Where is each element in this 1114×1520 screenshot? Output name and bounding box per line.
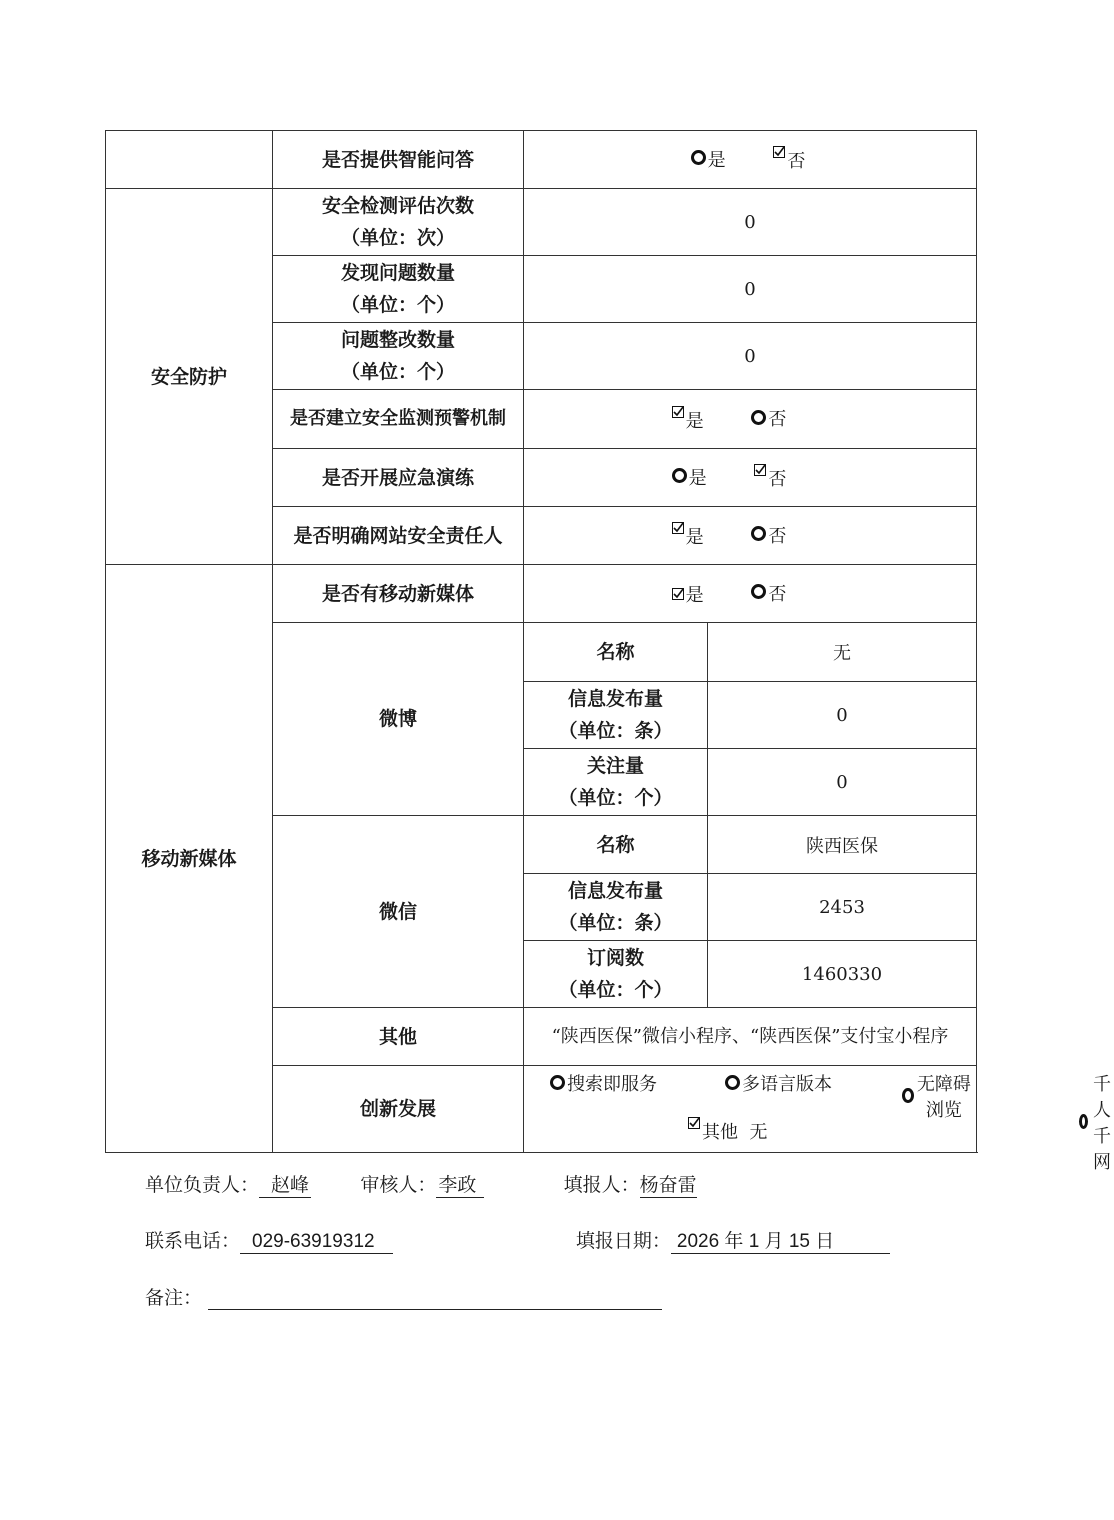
responsible-person-yes[interactable]: 是 [672, 523, 704, 549]
wechat-subs-value: 1460330 [708, 941, 977, 1008]
innovation-option-search[interactable]: 搜索即服务 [550, 1070, 657, 1096]
innovation-option-personalized[interactable]: 千人千网 [1079, 1070, 1114, 1174]
responsible-person-label: 是否明确网站安全责任人 [273, 507, 524, 565]
emergency-drill-yes[interactable]: 是 [672, 464, 707, 490]
wechat-name-label: 名称 [524, 816, 708, 874]
radio-icon [691, 150, 706, 165]
empty-cell [106, 131, 273, 189]
emergency-drill-label: 是否开展应急演练 [273, 449, 524, 507]
checkbox-checked-icon [672, 522, 684, 534]
responsible-person-no[interactable]: 否 [751, 522, 786, 548]
radio-icon [751, 584, 766, 599]
problems-found-label: 发现问题数量 （单位：个） [273, 256, 524, 323]
warning-mechanism-label: 是否建立安全监测预警机制 [273, 390, 524, 449]
security-check-count-value: 0 [524, 189, 977, 256]
weibo-label: 微博 [273, 623, 524, 816]
has-mobile-options [524, 565, 977, 623]
filler-value: 杨奋雷 [640, 1170, 697, 1198]
reviewer-value: 李政 [436, 1170, 484, 1198]
mobile-section-label: 移动新媒体 [106, 565, 273, 1153]
responsible-person-options [524, 507, 977, 565]
checkbox-checked-icon [672, 588, 684, 600]
wechat-posts-label: 信息发布量 （单位：条） [524, 874, 708, 941]
weibo-posts-label: 信息发布量 （单位：条） [524, 682, 708, 749]
innovation-options [524, 1066, 1111, 1173]
smart-qa-label: 是否提供智能问答 [273, 131, 524, 189]
security-section-label: 安全防护 [106, 189, 273, 565]
problems-fixed-label: 问题整改数量 （单位：个） [273, 323, 524, 390]
radio-icon [751, 526, 766, 541]
checkbox-checked-icon [672, 406, 684, 418]
radio-icon [725, 1075, 740, 1090]
checkbox-checked-icon [688, 1117, 700, 1129]
weibo-name-value: 无 [708, 623, 977, 682]
security-check-count-label: 安全检测评估次数 （单位：次） [273, 189, 524, 256]
smart-qa-options [524, 131, 977, 189]
smart-qa-yes[interactable]: 是 [691, 146, 726, 172]
radio-icon [672, 468, 687, 483]
wechat-name-value: 陕西医保 [708, 816, 977, 874]
radio-icon [1079, 1114, 1088, 1129]
innovation-section-label: 创新发展 [273, 1066, 524, 1153]
emergency-drill-no[interactable]: 否 [754, 465, 786, 491]
innovation-option-multilang[interactable]: 多语言版本 [725, 1070, 832, 1096]
has-mobile-no[interactable]: 否 [751, 580, 786, 606]
phone-value: 029-63919312 [240, 1231, 393, 1254]
contact-line: 联系电话： 029-63919312 填报日期： 2026 年 1 月 15 日 [145, 1226, 890, 1254]
warning-mechanism-no[interactable]: 否 [751, 405, 786, 431]
remark-line: 备注： [145, 1283, 662, 1310]
wechat-posts-value: 2453 [708, 874, 977, 941]
checkbox-checked-icon [773, 146, 785, 158]
unit-head-value: 赵峰 [259, 1170, 311, 1198]
radio-icon [550, 1075, 565, 1090]
other-media-value: “陕西医保”微信小程序、“陕西医保”支付宝小程序 [524, 1008, 977, 1066]
has-mobile-label: 是否有移动新媒体 [273, 565, 524, 623]
innovation-other-value: 无 [749, 1122, 768, 1143]
radio-icon [751, 410, 766, 425]
weibo-followers-label: 关注量 （单位：个） [524, 749, 708, 816]
radio-icon [902, 1088, 914, 1103]
wechat-label: 微信 [273, 816, 524, 1008]
remark-input[interactable] [208, 1287, 662, 1310]
wechat-subs-label: 订阅数 （单位：个） [524, 941, 708, 1008]
checkbox-checked-icon [754, 464, 766, 476]
smart-qa-no[interactable]: 否 [773, 147, 805, 173]
emergency-drill-options [524, 449, 977, 507]
weibo-posts-value: 0 [708, 682, 977, 749]
problems-found-value: 0 [524, 256, 977, 323]
report-table [105, 130, 1111, 1173]
warning-mechanism-options [524, 390, 977, 449]
weibo-followers-value: 0 [708, 749, 977, 816]
date-value: 2026 年 1 月 15 日 [671, 1226, 890, 1254]
innovation-option-other[interactable]: 其他 无 [688, 1118, 767, 1144]
problems-fixed-value: 0 [524, 323, 977, 390]
weibo-name-label: 名称 [524, 623, 708, 682]
warning-mechanism-yes[interactable]: 是 [672, 407, 704, 433]
other-media-label: 其他 [273, 1008, 524, 1066]
signature-line: 单位负责人： 赵峰 审核人： 李政 填报人：杨奋雷 [145, 1170, 697, 1198]
has-mobile-yes[interactable]: 是 [672, 581, 704, 607]
innovation-option-accessible[interactable]: 无障碍浏览 [902, 1070, 972, 1122]
